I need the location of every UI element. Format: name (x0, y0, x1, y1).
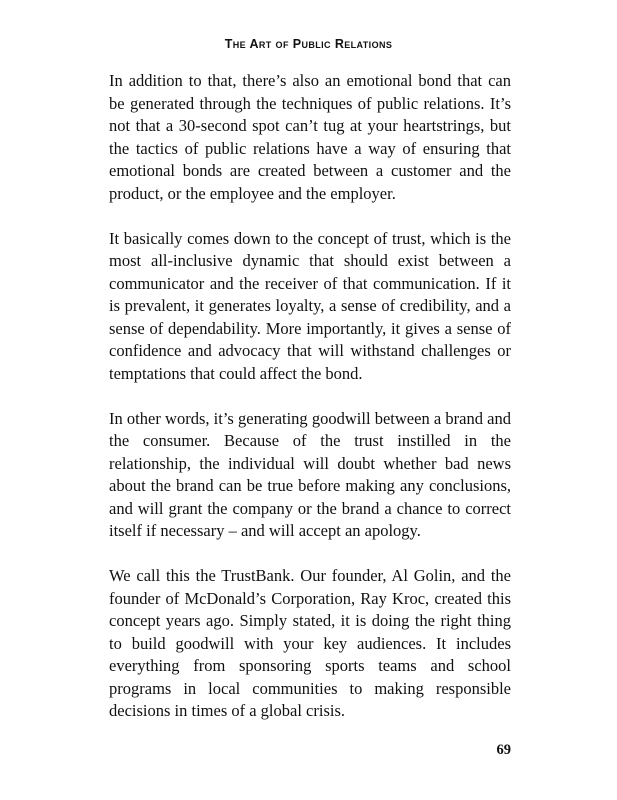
running-header-title: The Art of Public Relations (224, 37, 393, 51)
paragraph-generating-goodwill: In other words, it’s generating goodwill between a brand and the consumer. Because of the trust instilled in the relationship, the individual will doubt whether bad news about the brand can be true before making any conclusions, and will grant the company or the brand a chance to correct itself if necessary – and will accept an apology. (109, 408, 511, 540)
paragraph-emotional-bond: In addition to that, there’s also an emotional bond that can be generated through the techniques of public relations. It’s not that a 30-second spot can’t tug at your heartstrings, but the tactics of public relations have a way of ensuring that emotional bonds are created between a customer and the product, or the employee and the employer. (109, 71, 511, 203)
paragraph-concept-of-trust: It basically comes down to the concept of trust, which is the most all-inclusive dynamic that should exist between a communicator and the receiver of that communication. If it is prevalent, it generates loyalty, a sense of credibility, and a sense of dependability. More importantly, it gives a sense of confidence and advocacy that will withstand challenges or temptations that could affect the bond. (109, 228, 511, 383)
page-number: 69 (496, 742, 511, 758)
body-text (109, 70, 511, 723)
paragraph-trustbank: We call this the TrustBank. Our founder, Al Golin, and the founder of McDonald’s Corporation, Ray Kroc, created this concept years ago. Simply stated, it is doing the right thing to build goodwill with your key audiences. It includes everything from sponsoring sports teams and school programs in local communities to making responsible decisions in times of a global crisis. (109, 566, 511, 720)
